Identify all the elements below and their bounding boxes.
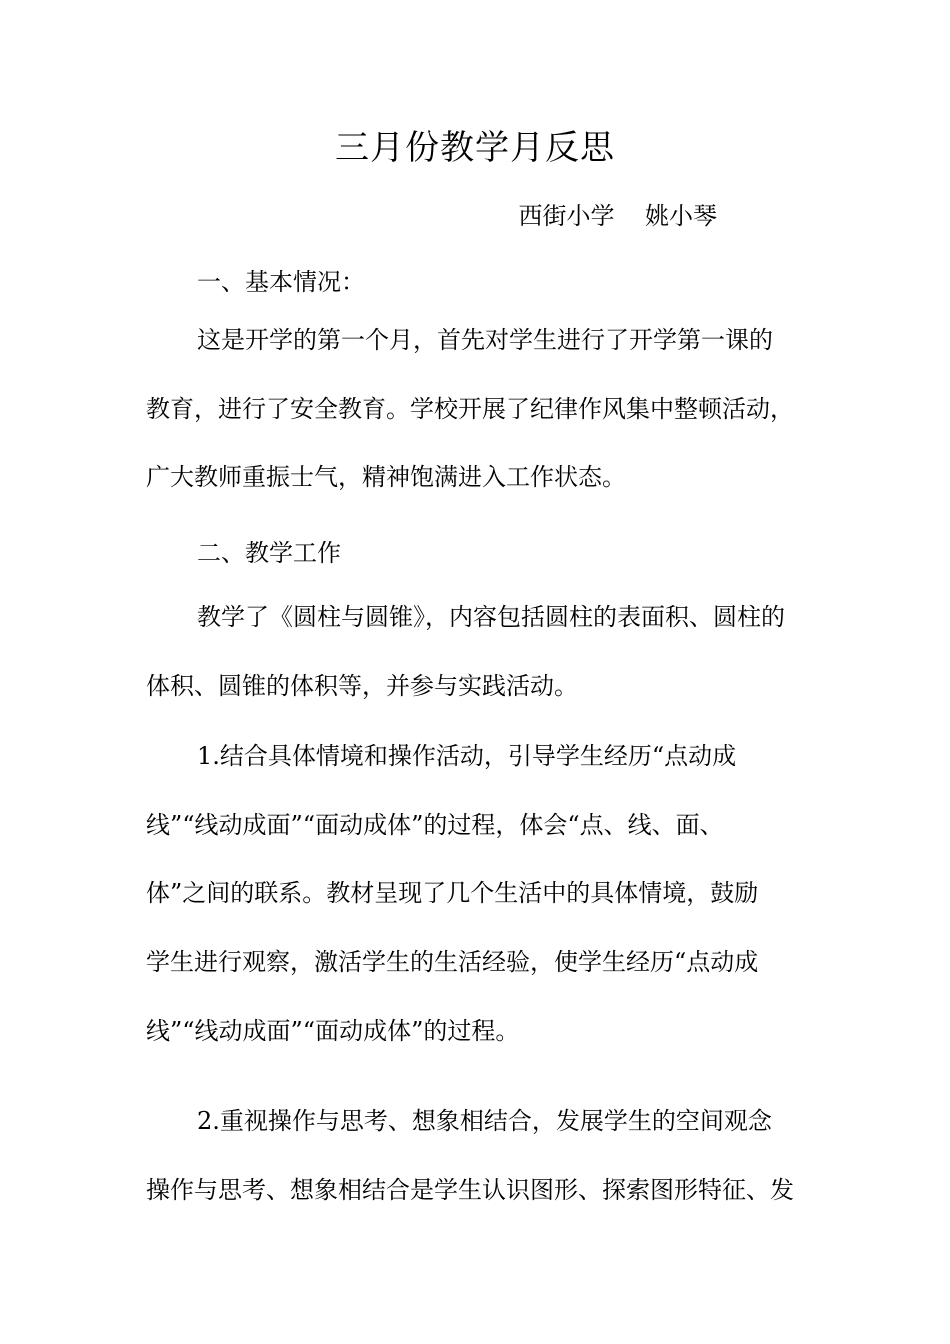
paragraph-line: 广大教师重振士气，精神饱满进入工作状态。: [146, 463, 626, 492]
paragraph-line: 2.重视操作与思考、想象相结合，发展学生的空间观念: [197, 1107, 772, 1135]
paragraph-teaching-content: [146, 583, 806, 720]
paragraph-line: 教学了《圆柱与圆锥》，内容包括圆柱的表面积、圆柱的: [197, 603, 785, 631]
paragraph-line: 体”之间的联系。教材呈现了几个生活中的具体情境，鼓励: [146, 879, 759, 908]
paragraph-line: 体积、圆锥的体积等，并参与实践活动。: [146, 671, 578, 700]
paragraph-line: 这是开学的第一个月，首先对学生进行了开学第一课的: [197, 326, 773, 354]
paragraph-line: 线”“线动成面”“面动成体”的过程。: [146, 1016, 520, 1045]
paragraph-basic-situation: [146, 306, 806, 512]
section-heading-teaching-work: 二、教学工作: [197, 539, 341, 567]
author-line: 西街小学 姚小琴: [518, 202, 717, 230]
paragraph-point-two: [146, 1087, 806, 1224]
paragraph-line: 1.结合具体情境和操作活动，引导学生经历“点动成: [197, 742, 737, 770]
paragraph-line: 线”“线动成面”“面动成体”的过程，体会“点、线、面、: [146, 810, 724, 839]
paragraph-line: 教育，进行了安全教育。学校开展了纪律作风集中整顿活动，: [146, 394, 794, 423]
page-title: 三月份教学月反思: [335, 128, 615, 168]
paragraph-line: 操作与思考、想象相结合是学生认识图形、探索图形特征、发: [146, 1175, 794, 1204]
paragraph-point-one: [146, 722, 806, 1066]
paragraph-line: 学生进行观察，激活学生的生活经验，使学生经历“点动成: [146, 948, 759, 977]
section-heading-basic-situation: 一、基本情况：: [197, 268, 365, 296]
